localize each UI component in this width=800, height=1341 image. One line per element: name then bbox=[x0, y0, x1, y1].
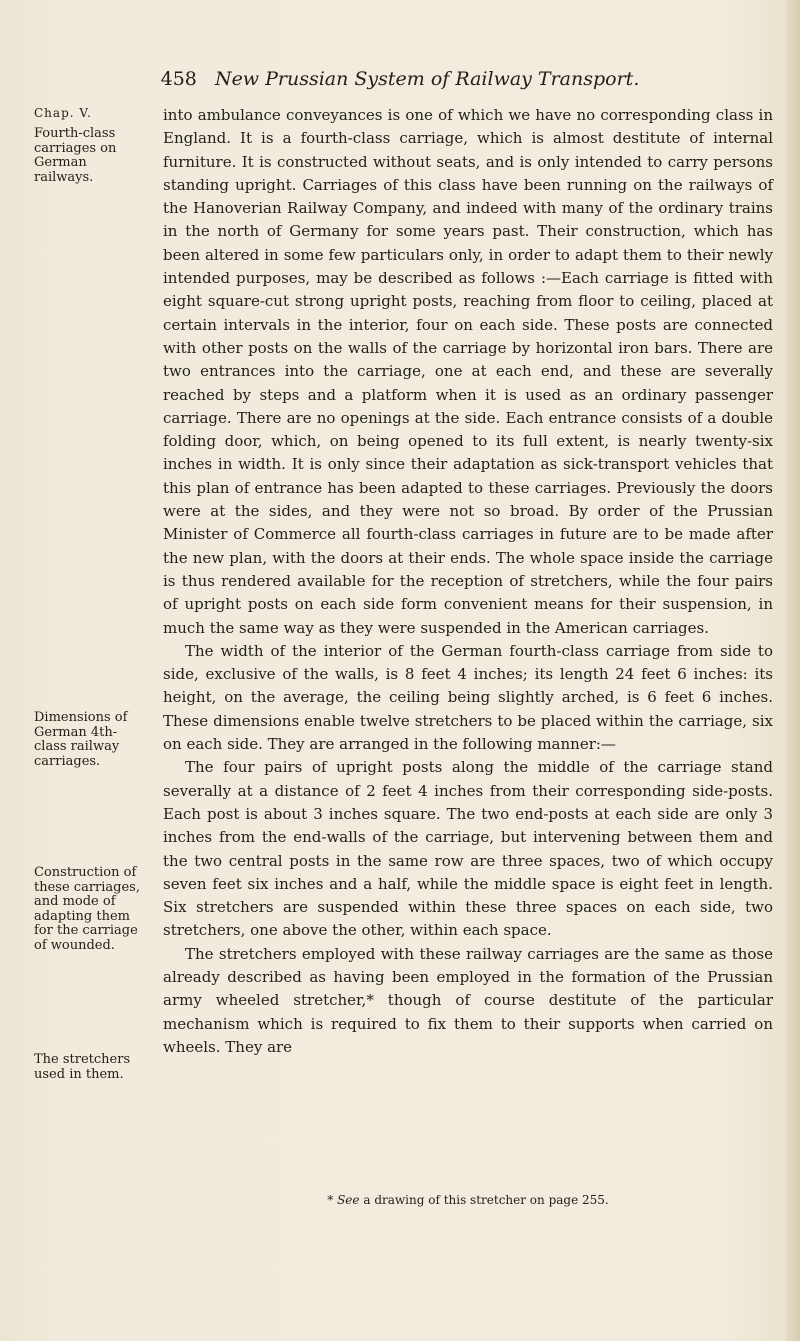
running-title: New Prussian System of Railway Transport. bbox=[214, 68, 640, 90]
footnote bbox=[163, 1193, 773, 1207]
margin-note-construction: Construction of these carriages, and mode of adapting them for the carriage of wounded. bbox=[34, 865, 140, 953]
body-text bbox=[163, 104, 773, 1059]
footnote-marker: * bbox=[327, 1193, 334, 1207]
paragraph: into ambulance conveyances is one of which we have no corresponding class in England. It is a fourth-class carriage, which is almost destitute of internal furniture. It is constructed without seats, and is only intended to carry persons standing upright. Carriages of this class have been running on the railways of the Hanoverian Railway Company, and indeed with many of the ordinary trains in the north of Germany for some years past. Their construction, which has been altered in some few particulars only, in order to adapt them to their newly intended purposes, may be described as follows :—Each carriage is fitted with eight square-cut strong upright posts, reaching from floor to ceiling, placed at certain intervals in the interior, four on each side. These posts are connected with other posts on the walls of the carriage by horizontal iron bars. There are two entrances into the carriage, one at each end, and these are severally reached by steps and a platform when it is used as an ordinary passenger carriage. There are no openings at the side. Each entrance consists of a double folding door, which, on being opened to its full extent, is nearly twenty-six inches in width. It is only since their adaptation as sick-transport vehicles that this plan of entrance has been adapted to these carriages. Previously the doors were at the sides, and they were not so broad. By order of the Prussian Minister of Commerce all fourth-class carriages in future are to be made after the new plan, with the doors at their ends. The whole space inside the carriage is thus rendered available for the reception of stretchers, while the four pairs of upright posts on each side form convenient means for their suspension, in much the same way as they were suspended in the American carriages. bbox=[163, 106, 773, 637]
margin-note-fourth-class: Fourth-class carriages on German railways. bbox=[34, 126, 117, 185]
page-number: 458 bbox=[160, 68, 197, 90]
paragraph: The width of the interior of the German fourth-class carriage from side to side, exclusive of the walls, is 8 feet 4 inches; its length 24 feet 6 inches: its height, on the average, the ceiling being slightly arched, is 6 feet 6 inches. These dimensions enable twelve stretchers to be placed within the carriage, six on each side. They are arranged in the following manner:— bbox=[163, 641, 773, 754]
footnote-see: See bbox=[337, 1193, 360, 1207]
running-header bbox=[0, 68, 800, 90]
chapter-label: Chap. V. bbox=[34, 106, 92, 120]
paragraph: The stretchers employed with these railway carriages are the same as those already described as having been employed in the formation of the Prussian army wheeled stretcher,* though of course destitute of the particular mechanism which is required to fix them to their supports when carried on wheels. They are bbox=[163, 944, 773, 1056]
margin-note-dimensions: Dimensions of German 4th-class railway carriages. bbox=[34, 710, 128, 769]
page-edge bbox=[786, 0, 800, 1341]
margin-note-stretchers: The stretchers used in them. bbox=[34, 1052, 131, 1082]
footnote-text: a drawing of this stretcher on page 255. bbox=[363, 1193, 609, 1207]
paragraph: The four pairs of upright posts along the middle of the carriage stand severally at a distance of 2 feet 4 inches from their corresponding side-posts. Each post is about 3 inches square. The two end-posts at each side are only 3 inches from the end-walls of the carriage, but intervening between them and the two central posts in the same row are three spaces, two of which occupy seven feet six inches and a half, while the middle space is eight feet in length. Six stretchers are suspended within these three spaces on each side, two stretchers, one above the other, within each space. bbox=[163, 758, 773, 940]
